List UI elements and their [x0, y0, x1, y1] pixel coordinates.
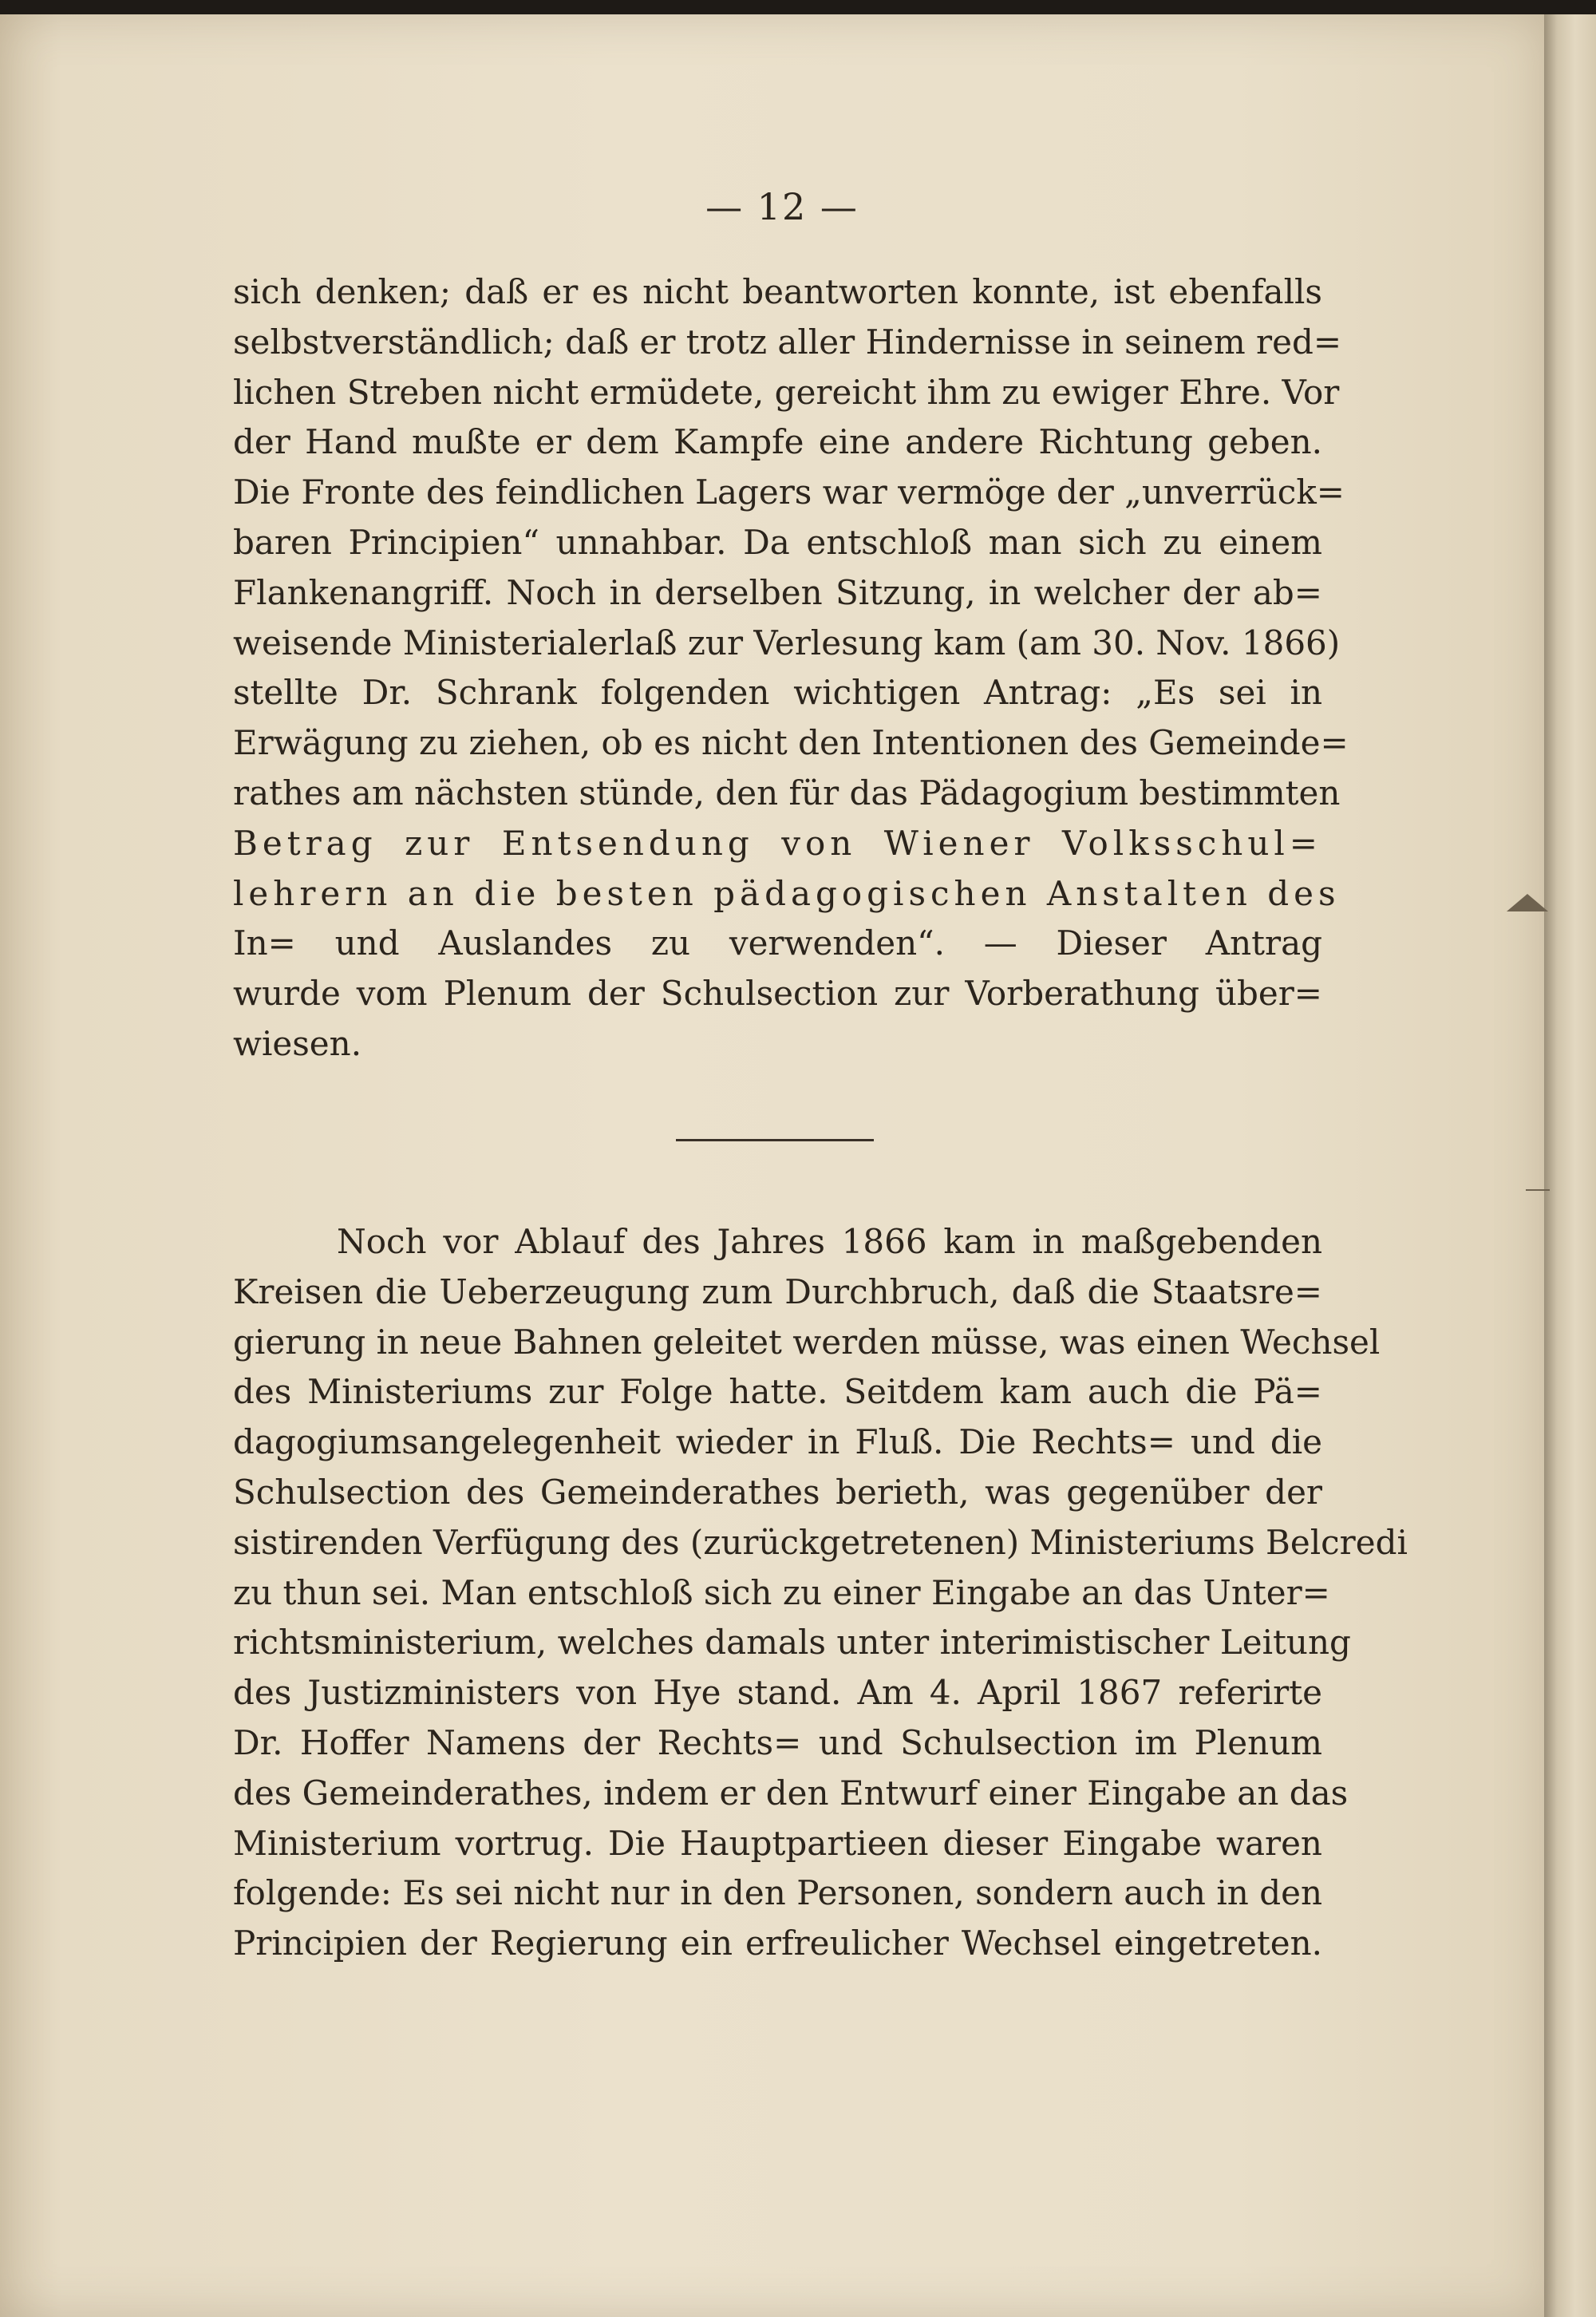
text-line: des Gemeinderathes, indem er den Entwurf einer Eingabe an das [233, 1773, 1349, 1813]
text-line: Die Fronte des feindlichen Lagers war vermöge der „unverrück= [233, 472, 1345, 512]
text-line: Erwägung zu ziehen, ob es nicht den Intentionen des Gemeinde= [233, 723, 1349, 763]
text-line: sistirenden Verfügung des (zurückgetretenen) Ministeriums Belcredi [233, 1522, 1408, 1562]
text-line: baren Principien“ unnahbar. Da entschloß man sich zu einem [233, 522, 1322, 562]
text-line: Schulsection des Gemeinderathes berieth, was gegenüber der [233, 1472, 1322, 1512]
text-line: Dr. Hoffer Namens der Rechts= und Schulsection im Plenum [233, 1722, 1322, 1762]
paragraph-2 [233, 1217, 1408, 1969]
margin-tick [1526, 1189, 1550, 1191]
text-line: Ministerium vortrug. Die Hauptpartieen dieser Eingabe waren [233, 1823, 1322, 1863]
text-line: Flankenangriff. Noch in derselben Sitzung, in welcher der ab= [233, 572, 1322, 612]
page-edge [1544, 14, 1596, 2317]
page-number: — 12 — [705, 185, 859, 228]
text-line: lichen Streben nicht ermüdete, gereicht ihm zu ewiger Ehre. Vor [233, 372, 1340, 412]
text-line: der Hand mußte er dem Kampfe eine andere Richtung geben. [233, 422, 1322, 462]
text-line: Kreisen die Ueberzeugung zum Durchbruch, daß die Staatsre= [233, 1271, 1322, 1311]
text-line: selbstverständlich; daß er trotz aller Hindernisse in seinem red= [233, 322, 1342, 362]
text-line: weisende Ministerialerlaß zur Verlesung kam (am 30. Nov. 1866) [233, 623, 1341, 662]
text-line: des Ministeriums zur Folge hatte. Seitdem kam auch die Pä= [233, 1372, 1322, 1412]
text-line: folgende: Es sei nicht nur in den Personen, sondern auch in den [233, 1873, 1322, 1913]
text-line: des Justizministers von Hye stand. Am 4. April 1867 referirte [233, 1673, 1322, 1713]
text-line: sich denken; daß er es nicht beantworten konnte, ist ebenfalls [233, 272, 1322, 311]
text-line: wiesen. [233, 1023, 362, 1063]
text-line: rathes am nächsten stünde, den für das Pädagogium bestimmten [233, 773, 1341, 813]
text-line: lehrern an die besten pädagogischen Anstalten des [233, 873, 1341, 913]
text-line: Principien der Regierung ein erfreulicher Wechsel eingetreten. [233, 1924, 1322, 1963]
text-line: gierung in neue Bahnen geleitet werden müsse, was einen Wechsel [233, 1322, 1381, 1362]
text-line: zu thun sei. Man entschloß sich zu einer Eingabe an das Unter= [233, 1572, 1330, 1612]
text-line: richtsministerium, welches damals unter interimistischer Leitung [233, 1623, 1351, 1663]
section-divider [676, 1139, 874, 1141]
text-line: wurde vom Plenum der Schulsection zur Vorberathung über= [233, 974, 1322, 1014]
paragraph-1 [233, 267, 1349, 1070]
text-line: dagogiumsangelegenheit wieder in Fluß. Die Rechts= und die [233, 1422, 1322, 1462]
text-line: stellte Dr. Schrank folgenden wichtigen Antrag: „Es sei in [233, 673, 1322, 713]
text-line: Noch vor Ablauf des Jahres 1866 kam in maßgebenden [337, 1222, 1322, 1261]
margin-mark [1507, 894, 1548, 911]
text-line: In= und Auslandes zu verwenden“. — Dieser Antrag [233, 923, 1322, 963]
text-line: Betrag zur Entsendung von Wiener Volksschul= [233, 823, 1322, 863]
